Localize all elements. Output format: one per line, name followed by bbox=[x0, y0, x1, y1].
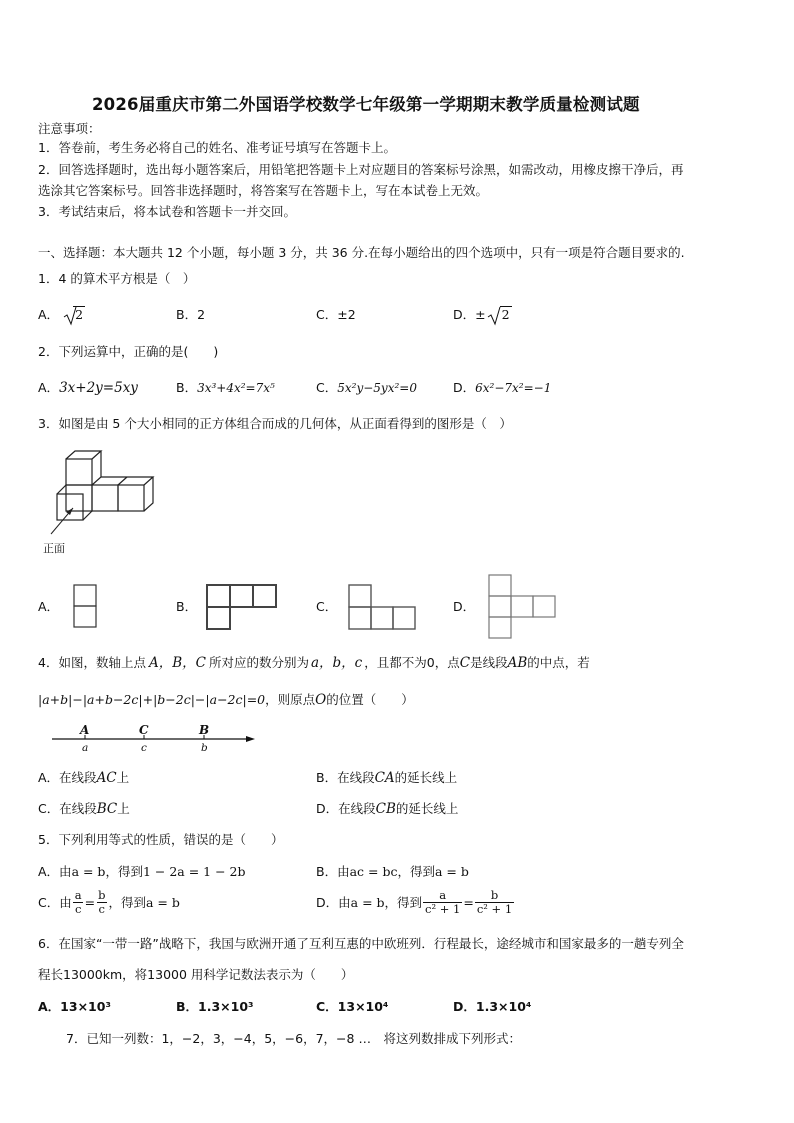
q1-option-c: C．±2 bbox=[316, 307, 356, 322]
front-view-label: 正面 bbox=[43, 542, 65, 555]
q6-option-a: A．13×10³ bbox=[38, 999, 111, 1014]
q3-option-a-label: A． bbox=[38, 599, 60, 614]
sqrt-sign-icon bbox=[487, 306, 501, 326]
q6-option-c: C．13×10⁴ bbox=[316, 999, 389, 1014]
point-b-label: B bbox=[199, 723, 210, 737]
sqrt-sign-icon bbox=[63, 306, 77, 326]
question-6-stem-line2: 程长13000km，将13000 用科学记数法表示为（ ） bbox=[38, 967, 354, 982]
q3-option-d-label: D． bbox=[453, 599, 476, 614]
q5-option-d: D．由 a = b ，得到 $\frac{a}{\text{c² + 1}}$ = $\frac{b}{\text{c² + 1}}$ bbox=[316, 888, 513, 916]
q6-option-d: D．1.3×10⁴ bbox=[453, 999, 532, 1014]
q4-option-c: C．在线段BC上 bbox=[38, 801, 130, 817]
q4-option-d: D．在线段CB的延长线上 bbox=[316, 801, 459, 817]
q5-option-b: B．由ac = bc，得到a = b bbox=[316, 864, 469, 879]
question-6-stem-line1: 6．在国家“一带一路”战略下，我国与欧洲开通了互利互惠的中欧班列．行程最长，途经城市和国家最多的一趟专列全 bbox=[38, 936, 684, 951]
q2-option-d: D．6x²−7x²=−1 bbox=[453, 380, 552, 395]
q3-option-c-label: C． bbox=[316, 599, 338, 614]
q1-option-b: B．2 bbox=[176, 307, 206, 322]
point-c-label: C bbox=[139, 723, 149, 737]
notice-item: 选涂其它答案标号。回答非选择题时，将答案写在答题卡上，写在本试卷上无效。 bbox=[38, 183, 489, 198]
value-c-label: c bbox=[141, 742, 147, 754]
notice-item: 1．答卷前，考生务必将自己的姓名、准考证号填写在答题卡上。 bbox=[38, 140, 396, 155]
q1-option-a: A． 2 bbox=[38, 307, 84, 322]
question-2-stem: 2．下列运算中，正确的是( ) bbox=[38, 344, 219, 359]
q3-option-b-label: B． bbox=[176, 599, 198, 614]
value-b-label: b bbox=[201, 742, 208, 754]
question-1-stem: 1．4 的算术平方根是（ ） bbox=[38, 271, 196, 286]
question-3-stem: 3．如图是由 5 个大小相同的正方体组合而成的几何体，从正面看得到的图形是（ ） bbox=[38, 416, 512, 431]
question-5-stem: 5．下列利用等式的性质，错误的是（ ） bbox=[38, 832, 284, 847]
q3-option-c-figure bbox=[347, 583, 417, 631]
notice-item: 3．考试结束后，将本试卷和答题卡一并交回。 bbox=[38, 204, 296, 219]
q4-option-b: B．在线段CA的延长线上 bbox=[316, 770, 458, 786]
value-a-label: a bbox=[82, 742, 89, 754]
page-title: 2026届重庆市第二外国语学校数学七年级第一学期期末教学质量检测试题 bbox=[92, 95, 640, 114]
q3-option-a-figure bbox=[73, 584, 97, 629]
point-a-label: A bbox=[80, 723, 90, 737]
question-7-stem: 7．已知一列数：1，−2，3，−4，5，−6，7，−8 … 将这列数排成下列形式： bbox=[66, 1031, 521, 1046]
q1-option-d: D．± 2 bbox=[453, 307, 510, 322]
notice-heading: 注意事项： bbox=[38, 121, 101, 136]
question-4-stem: 4．如图，数轴上点 A，B，C 所对应的数分别为 a，b，c ，且都不为0，点C是线段AB的中点，若 bbox=[38, 655, 590, 671]
q5-option-a: A．由a = b，得到1 − 2a = 1 − 2b bbox=[38, 864, 246, 879]
q2-option-c: C．5x²y−5yx²=0 bbox=[316, 380, 417, 395]
q3-option-d-figure bbox=[486, 573, 556, 641]
q5-option-c: C．由 $\frac{a}{c}$ = $\frac{b}{c}$ ，得到 a = b bbox=[38, 888, 180, 916]
question-4-condition: |a+b|−|a+b−2c|+|b−2c|−|a−2c|=0，则原点O的位置（ ） bbox=[38, 692, 414, 708]
q4-option-a: A．在线段AC上 bbox=[38, 770, 130, 786]
q2-option-a: A．3x+2y=5xy bbox=[38, 380, 138, 396]
section-heading: 一、选择题：本大题共 12 个小题，每小题 3 分，共 36 分.在每小题给出的四个选项中，只有一项是符合题目要求的. bbox=[38, 245, 685, 260]
q2-option-b: B．3x³+4x²=7x⁵ bbox=[176, 380, 275, 395]
q6-option-b: B．1.3×10³ bbox=[176, 999, 254, 1014]
q3-option-b-figure bbox=[205, 583, 279, 631]
notice-item: 2．回答选择题时，选出每小题答案后，用铅笔把答题卡上对应题目的答案标号涂黑，如需改动，用橡皮擦干净后，再 bbox=[38, 162, 684, 177]
